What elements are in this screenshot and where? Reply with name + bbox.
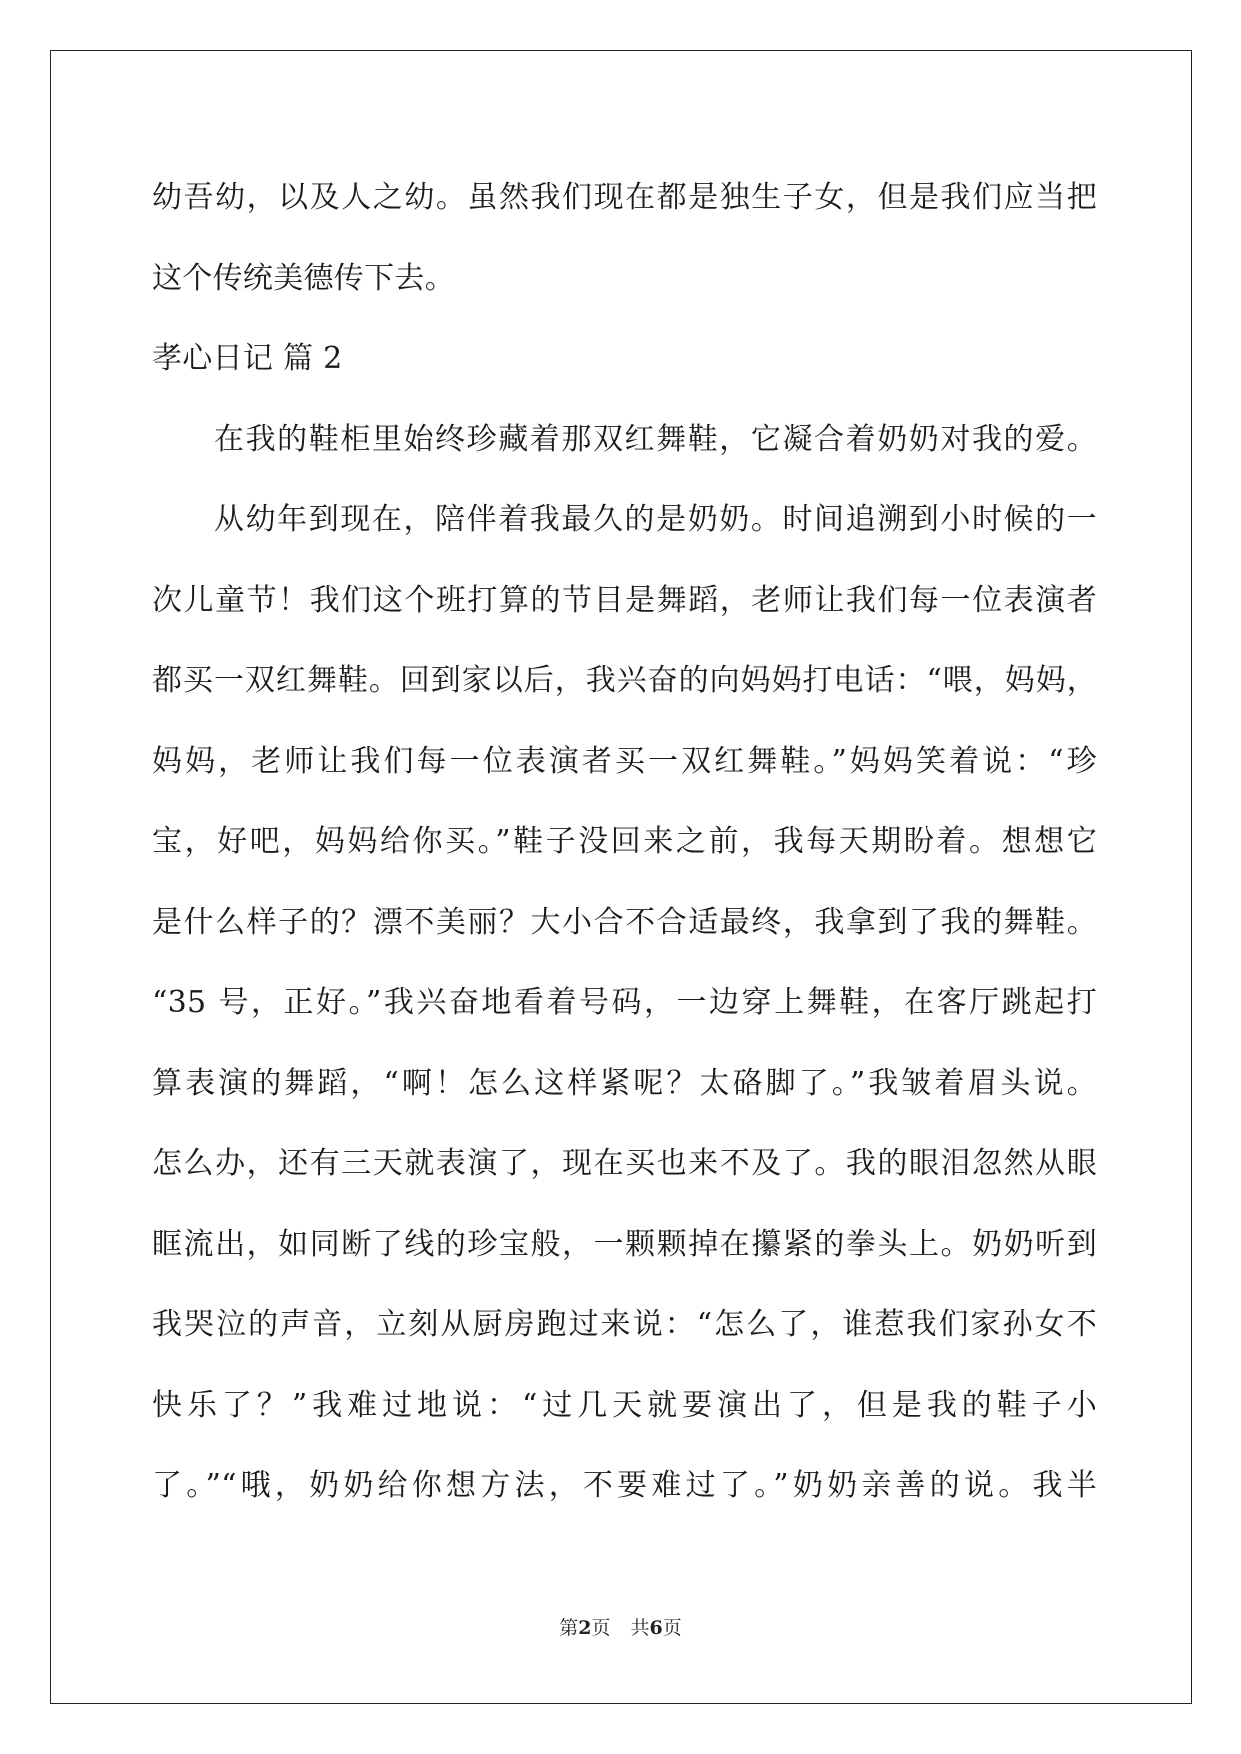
paragraph-line: 是什么样子的？漂不美丽？大小合不合适最终，我拿到了我的舞鞋。 bbox=[152, 904, 1097, 940]
paragraph-line: 眶流出，如同断了线的珍宝般，一颗颗掉在攥紧的拳头上。奶奶听到 bbox=[152, 1226, 1097, 1262]
body-line-1: 幼吾幼，以及人之幼。虽然我们现在都是独生子女，但是我们应当把 bbox=[152, 180, 1097, 215]
page-label-prefix: 第 bbox=[559, 1617, 579, 1639]
current-page-number: 2 bbox=[578, 1617, 592, 1639]
paragraph-line: 宝，好吧，妈妈给你买。”鞋子没回来之前，我每天期盼着。想想它 bbox=[152, 824, 1097, 859]
paragraph-line: 算表演的舞蹈，“啊！怎么这样紧呢？太硌脚了。”我皱着眉头说。 bbox=[152, 1065, 1097, 1101]
paragraph-opening-line: 在我的鞋柜里始终珍藏着那双红舞鞋，它凝合着奶奶对我的爱。 bbox=[214, 421, 1097, 457]
paragraph-line: 从幼年到现在，陪伴着我最久的是奶奶。时间追溯到小时候的一 bbox=[214, 502, 1097, 537]
page-label-suffix: 页 bbox=[591, 1617, 611, 1639]
paragraph-line: 我哭泣的声音，立刻从厨房跑过来说：“怎么了，谁惹我们家孙女不 bbox=[152, 1307, 1097, 1342]
section-heading: 孝心日记 篇 2 bbox=[152, 341, 343, 376]
body-line-2: 这个传统美德传下去。 bbox=[152, 260, 455, 296]
paragraph-line: 都买一双红舞鞋。回到家以后，我兴奋的向妈妈打电话：“喂，妈妈， bbox=[152, 663, 1097, 698]
paragraph-line: 妈妈，老师让我们每一位表演者买一双红舞鞋。”妈妈笑着说：“珍 bbox=[152, 743, 1097, 779]
paragraph-line: 快乐了？”我难过地说：“过几天就要演出了，但是我的鞋子小 bbox=[152, 1387, 1097, 1423]
paragraph-line: 了。”“哦，奶奶给你想方法，不要难过了。”奶奶亲善的说。我半 bbox=[152, 1468, 1097, 1503]
paragraph-line: 次儿童节！我们这个班打算的节目是舞蹈，老师让我们每一位表演者 bbox=[152, 582, 1097, 618]
total-page-number: 6 bbox=[649, 1617, 663, 1639]
paragraph-line: “35 号，正好。”我兴奋地看着号码，一边穿上舞鞋，在客厅跳起打 bbox=[152, 985, 1097, 1020]
paragraph-line: 怎么办，还有三天就表演了，现在买也来不及了。我的眼泪忽然从眼 bbox=[152, 1146, 1097, 1181]
document-body bbox=[152, 158, 1097, 1527]
page-footer bbox=[0, 1613, 1241, 1640]
total-label-prefix: 共 bbox=[630, 1617, 650, 1639]
total-label-suffix: 页 bbox=[662, 1617, 682, 1639]
